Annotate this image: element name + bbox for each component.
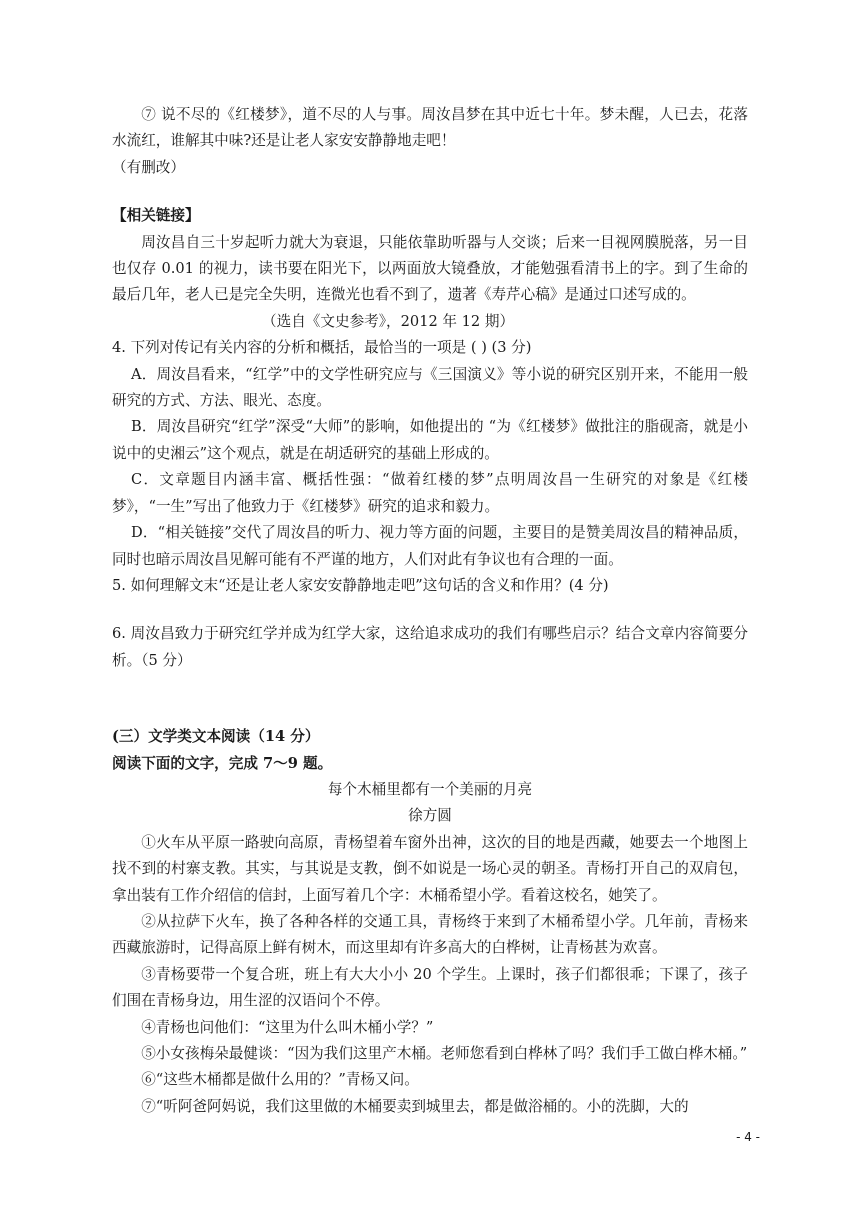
story-paragraph: ①火车从平原一路驶向高原，青杨望着车窗外出神，这次的目的地是西藏，她要去一个地图上找不到的村寨支教。其实，与其说是支教，倒不如说是一场心灵的朝圣。青杨打开自己的双肩包，拿出装有工作介绍信的信封，上面写着几个字：木桶希望小学。看着这校名，她笑了。 <box>112 833 748 904</box>
story-paragraph: ④青杨也问他们：“这里为什么叫木桶小学？” <box>141 1018 434 1036</box>
related-link-heading: 【相关链接】 <box>112 207 200 225</box>
story-paragraph: ③青杨要带一个复合班，班上有大大小小 20 个学生。上课时，孩子们都很乖；下课了，孩子们围在青杨身边，用生涩的汉语问个不停。 <box>112 965 748 1010</box>
question-6: 6. 周汝昌致力于研究红学并成为红学大家，这给追求成功的我们有哪些启示？结合文章内容简要分析。（5 分） <box>112 625 748 669</box>
question-4-stem: 4. 下列对传记有关内容的分析和概括，最恰当的一项是 ( ) (3 分) <box>112 339 532 357</box>
related-link-source: （选自《文史参考》，2012 年 12 期） <box>262 312 515 330</box>
section-3-heading: (三）文学类文本阅读（14 分） <box>112 728 320 746</box>
passage-paragraph-7: ⑦ 说不尽的《红楼梦》，道不尽的人与事。周汝昌梦在其中近七十年。梦未醒，人已去，花落水流红，谁解其中味?还是让老人家安安静静地走吧！ <box>112 106 748 150</box>
passage-note: （有删改） <box>112 158 185 176</box>
question-4-option-a: A．周汝昌看来，“红学”中的文学性研究应与《三国演义》等小说的研究区别开来，不能用一般研究的方式、方法、眼光、态度。 <box>112 365 748 410</box>
story-title: 每个木桶里都有一个美丽的月亮 <box>327 780 533 798</box>
question-5: 5. 如何理解文末“还是让老人家安安静静地走吧”这句话的含义和作用？(4 分) <box>112 576 609 594</box>
related-link-body: 周汝昌自三十岁起听力就大为衰退，只能依靠助听器与人交谈；后来一目视网膜脱落，另一目也仅存 0.01 的视力，读书要在阳光下，以两面放大镜叠放，才能勉强看清书上的字。到了生命的最后几年，老人已是完全失明，连微光也看不到了，遗著《寿芹心稿》是通过口述写成的。 <box>112 233 748 304</box>
story-paragraph: ②从拉萨下火车，换了各种各样的交通工具，青杨终于来到了木桶希望小学。几年前，青杨来西藏旅游时，记得高原上鲜有树木，而这里却有许多高大的白桦树，让青杨甚为欢喜。 <box>112 912 748 957</box>
question-4-option-b: B．周汝昌研究“红学”深受“大师”的影响，如他提出的 “为《红楼梦》做批注的脂砚斋，就是小说中的史湘云”这个观点，就是在胡适研究的基础上形成的。 <box>112 418 748 462</box>
page-number: - 4 - <box>736 1130 760 1144</box>
question-4-option-d: D．“相关链接”交代了周汝昌的听力、视力等方面的问题，主要目的是赞美周汝昌的精神品质，同时也暗示周汝昌见解可能有不严谨的地方，人们对此有争议也有合理的一面。 <box>112 524 748 568</box>
section-3-instruction: 阅读下面的文字，完成 7～9 题。 <box>112 754 333 772</box>
document-page <box>112 102 748 1120</box>
question-4-option-c: C．文章题目内涵丰富、概括性强：“做着红楼的梦”点明周汝昌一生研究的对象是《红楼梦》，“一生”写出了他致力于《红楼梦》研究的追求和毅力。 <box>112 471 748 515</box>
story-paragraph: ⑤小女孩梅朵最健谈：“因为我们这里产木桶。老师您看到白桦林了吗？我们手工做白桦木桶。” <box>141 1045 748 1062</box>
story-paragraph: ⑦“听阿爸阿妈说，我们这里做的木桶要卖到城里去，都是做浴桶的。小的洗脚，大的 <box>141 1097 689 1115</box>
story-paragraph: ⑥“这些木桶都是做什么用的？”青杨又问。 <box>141 1071 419 1089</box>
story-author: 徐方圆 <box>408 807 452 825</box>
